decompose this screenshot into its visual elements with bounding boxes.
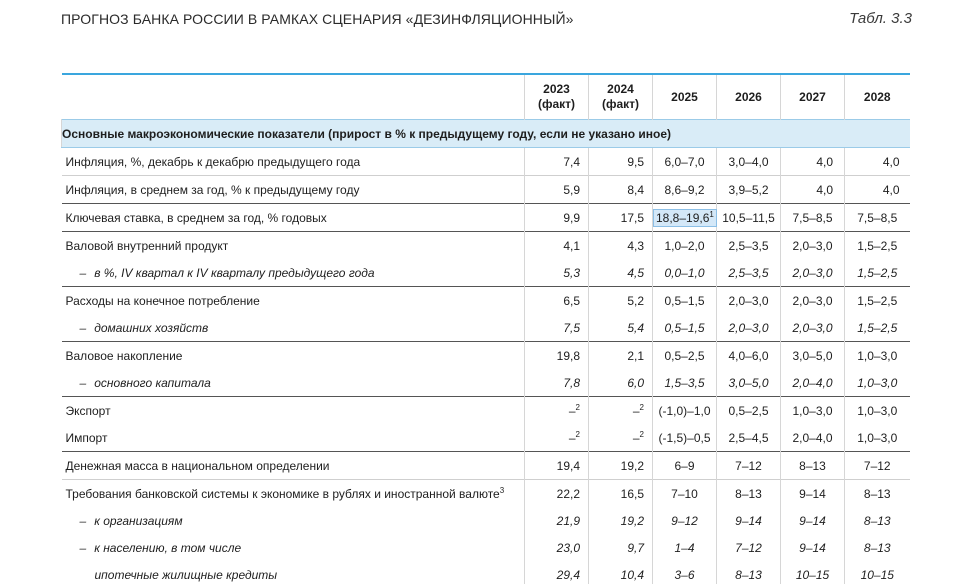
cell-value: 4,0: [781, 148, 845, 176]
header-year-2028: 2028: [845, 74, 910, 120]
highlight-box: 18,8–19,6$^1$: [653, 209, 717, 227]
row-label: – к организациям: [79, 513, 183, 528]
cell-value: 2,0–4,0: [781, 369, 845, 397]
table-row: [62, 204, 910, 232]
cell-value: 9–14: [781, 480, 845, 508]
footnote-mark: 2: [639, 429, 644, 439]
cell-value: 2,0–3,0: [781, 259, 845, 287]
cell-value: 0,5–1,5: [653, 314, 717, 342]
cell-value: 10,4: [589, 561, 653, 584]
section-header-row: [62, 120, 910, 148]
cell-value: 10–15: [845, 561, 910, 584]
table-row: [62, 397, 910, 425]
page-title: ПРОГНОЗ БАНКА РОССИИ В РАМКАХ СЦЕНАРИЯ «ДЕЗИНФЛЯЦИОННЫЙ»: [61, 11, 574, 27]
table-row: [62, 176, 910, 204]
cell-value: 9,9: [525, 204, 589, 232]
cell-value: 4,0: [845, 148, 910, 176]
row-label: Ключевая ставка, в среднем за год, % годовых: [62, 204, 525, 232]
cell-value: 19,2: [589, 452, 653, 480]
cell-value: 8–13: [717, 480, 781, 508]
cell-value: 1,5–2,5: [845, 314, 910, 342]
table-row: [62, 148, 910, 176]
row-label: – домашних хозяйств: [79, 320, 209, 335]
header-year-2026: 2026: [717, 74, 781, 120]
cell-value: 0,5–1,5: [653, 287, 717, 315]
row-label: Импорт: [65, 430, 108, 445]
cell-value: 8–13: [717, 561, 781, 584]
cell-value: 1,0–3,0: [845, 369, 910, 397]
row-label: Денежная масса в национальном определении: [62, 452, 525, 480]
cell-value: 8–13: [845, 507, 910, 534]
cell-value: 1–4: [653, 534, 717, 561]
cell-value: 1,0–3,0: [845, 397, 910, 425]
header-label-cell: [62, 74, 525, 120]
cell-value: 7–10: [653, 480, 717, 508]
header-year-2025: 2025: [653, 74, 717, 120]
cell-value: 8–13: [845, 480, 910, 508]
cell-value: 5,2: [589, 287, 653, 315]
cell-value: –$^2$: [589, 424, 653, 452]
cell-value: 23,0: [525, 534, 589, 561]
cell-value: 10–15: [781, 561, 845, 584]
cell-value: 1,0–3,0: [845, 342, 910, 370]
cell-value: 2,0–3,0: [781, 232, 845, 260]
cell-value: 9,7: [589, 534, 653, 561]
cell-value: 9–14: [781, 507, 845, 534]
cell-value: 3,0–5,0: [717, 369, 781, 397]
table-row: [62, 259, 910, 287]
table-row: [62, 314, 910, 342]
cell-value: 2,1: [589, 342, 653, 370]
cell-value: 4,5: [589, 259, 653, 287]
cell-value: (-1,5)–0,5: [653, 424, 717, 452]
cell-value: 4,0: [781, 176, 845, 204]
header-year-2023: 2023 (факт): [525, 74, 589, 120]
footnote-mark: 2: [575, 429, 580, 439]
cell-value: 2,0–3,0: [781, 314, 845, 342]
cell-value: 2,0–4,0: [781, 424, 845, 452]
cell-value: 0,5–2,5: [717, 397, 781, 425]
cell-value: 1,5–3,5: [653, 369, 717, 397]
footnote-mark: 3: [499, 485, 505, 495]
table-row: [62, 480, 910, 508]
cell-value: 1,5–2,5: [845, 259, 910, 287]
cell-value: 7,5–8,5: [781, 204, 845, 232]
cell-value: –$^2$: [525, 424, 589, 452]
cell-value: 22,2: [525, 480, 589, 508]
cell-value: 1,5–2,5: [845, 287, 910, 315]
cell-value: 7,4: [525, 148, 589, 176]
cell-value: 2,0–3,0: [717, 287, 781, 315]
cell-value: 16,5: [589, 480, 653, 508]
header-year-2024: 2024 (факт): [589, 74, 653, 120]
cell-value: 7–12: [845, 452, 910, 480]
header-year-2027: 2027: [781, 74, 845, 120]
cell-value: 9,5: [589, 148, 653, 176]
cell-value: (-1,0)–1,0: [653, 397, 717, 425]
cell-value: 4,0: [845, 176, 910, 204]
cell-value: –$^2$: [589, 397, 653, 425]
footnote-mark: 2: [639, 402, 644, 412]
cell-value: 2,5–4,5: [717, 424, 781, 452]
cell-value-highlighted: [653, 204, 717, 232]
cell-value: 7–12: [717, 534, 781, 561]
cell-value: 3,0–4,0: [717, 148, 781, 176]
footnote-mark: 2: [575, 402, 580, 412]
cell-value: 2,0–3,0: [717, 314, 781, 342]
cell-value: 3,0–5,0: [781, 342, 845, 370]
row-label: Валовой внутренний продукт: [62, 232, 525, 260]
footnote-mark: 1: [709, 209, 714, 219]
row-label: Требования банковской системы к экономике в рублях и иностранной валюте$^3$: [62, 480, 525, 508]
cell-value: 2,5–3,5: [717, 232, 781, 260]
row-label: Расходы на конечное потребление: [62, 287, 525, 315]
table-row: [62, 287, 910, 315]
cell-value: 8–13: [845, 534, 910, 561]
row-label: Экспорт: [62, 397, 525, 425]
cell-value: 7,8: [525, 369, 589, 397]
section-title: Основные макроэкономические показатели (прирост в % к предыдущему году, если не указано иное): [62, 120, 910, 148]
cell-value: 5,3: [525, 259, 589, 287]
cell-value: 6,5: [525, 287, 589, 315]
cell-value: 2,0–3,0: [781, 287, 845, 315]
table-row: [62, 232, 910, 260]
table-row: [62, 369, 910, 397]
table-header-row: [62, 74, 910, 120]
cell-value: 21,9: [525, 507, 589, 534]
cell-value: –$^2$: [525, 397, 589, 425]
cell-value: 1,5–2,5: [845, 232, 910, 260]
cell-value: 17,5: [589, 204, 653, 232]
cell-value: 0,5–2,5: [653, 342, 717, 370]
row-label: – в %, IV квартал к IV кварталу предыдущего года: [79, 265, 375, 280]
row-label: ипотечные жилищные кредиты: [94, 567, 278, 582]
cell-value: 19,2: [589, 507, 653, 534]
table-number: Табл. 3.3: [849, 10, 912, 27]
cell-value: 9–12: [653, 507, 717, 534]
cell-value: 3–6: [653, 561, 717, 584]
table-row: [62, 534, 910, 561]
cell-value: 5,4: [589, 314, 653, 342]
row-label: Валовое накопление: [62, 342, 525, 370]
cell-value: 6,0: [589, 369, 653, 397]
cell-value: 9–14: [781, 534, 845, 561]
cell-value: 5,9: [525, 176, 589, 204]
cell-value: 8–13: [781, 452, 845, 480]
cell-value: 6–9: [653, 452, 717, 480]
table-row: [62, 452, 910, 480]
row-label: Инфляция, %, декабрь к декабрю предыдущего года: [65, 154, 361, 169]
table-row: [62, 507, 910, 534]
cell-value: 1,0–2,0: [653, 232, 717, 260]
table-row: [62, 424, 910, 452]
cell-value: 19,4: [525, 452, 589, 480]
cell-value: 4,1: [525, 232, 589, 260]
cell-value: 1,0–3,0: [781, 397, 845, 425]
cell-value: 4,0–6,0: [717, 342, 781, 370]
cell-value: 7,5: [525, 314, 589, 342]
cell-value: 6,0–7,0: [653, 148, 717, 176]
row-label: – к населению, в том числе: [79, 540, 242, 555]
cell-value: 3,9–5,2: [717, 176, 781, 204]
cell-value: 7,5–8,5: [845, 204, 910, 232]
cell-value: 29,4: [525, 561, 589, 584]
cell-value: 8,4: [589, 176, 653, 204]
forecast-table: [61, 73, 910, 584]
cell-value: 7–12: [717, 452, 781, 480]
cell-value: 8,6–9,2: [653, 176, 717, 204]
table-row: [62, 561, 910, 584]
cell-value: 10,5–11,5: [717, 204, 781, 232]
cell-value: 4,3: [589, 232, 653, 260]
row-label: – основного капитала: [79, 375, 211, 390]
row-label: Инфляция, в среднем за год, % к предыдущему году: [62, 176, 525, 204]
cell-value: 19,8: [525, 342, 589, 370]
cell-value: 0,0–1,0: [653, 259, 717, 287]
table-row: [62, 342, 910, 370]
cell-value: 1,0–3,0: [845, 424, 910, 452]
cell-value: 2,5–3,5: [717, 259, 781, 287]
cell-value: 9–14: [717, 507, 781, 534]
